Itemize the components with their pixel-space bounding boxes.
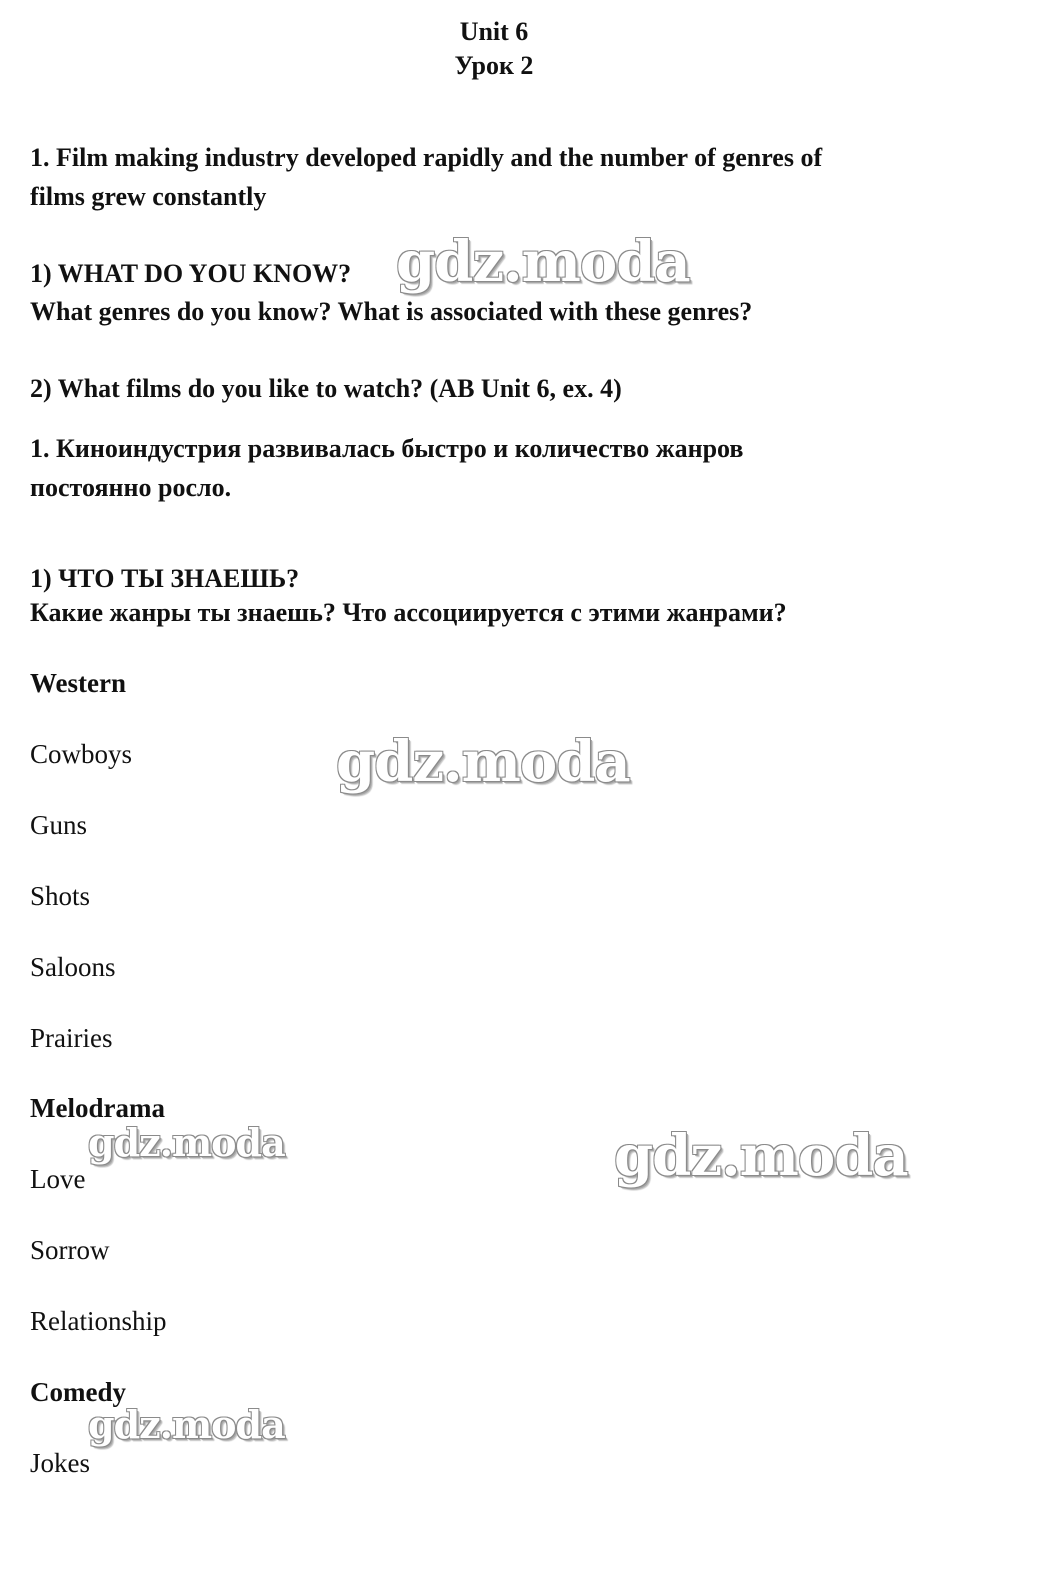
genre-comedy-heading: Comedy: [30, 1377, 126, 1407]
watermark-logo: gdz.moda: [614, 1123, 908, 1189]
lesson-title: Урок 2: [454, 51, 534, 80]
watermark-logo: gdz.moda: [336, 729, 630, 795]
task-title-ru-line2: постоянно росло.: [30, 473, 232, 502]
unit-title: Unit 6: [459, 17, 529, 46]
question1-heading-ru: 1) ЧТО ТЫ ЗНАЕШЬ?: [30, 564, 300, 593]
question2-text-en: 2) What films do you like to watch? (AB Unit 6, ex. 4): [30, 374, 622, 403]
question1-text-en: What genres do you know? What is associated with these genres?: [30, 297, 753, 326]
list-item-jokes: Jokes: [30, 1448, 90, 1478]
list-item-prairies: Prairies: [30, 1023, 113, 1053]
list-item-relationship: Relationship: [30, 1306, 167, 1336]
list-item-saloons: Saloons: [30, 952, 116, 982]
list-item-shots: Shots: [30, 881, 91, 911]
watermark-logo: gdz.moda: [88, 1120, 285, 1165]
question1-text-ru: Какие жанры ты знаешь? Что ассоциируется с этими жанрами?: [30, 598, 787, 627]
list-item-sorrow: Sorrow: [30, 1235, 110, 1265]
watermark-logo: gdz.moda: [88, 1402, 285, 1447]
task-title-en-line2: films grew constantly: [30, 182, 267, 211]
task-title-en-line1: 1. Film making industry developed rapidly and the number of genres of: [30, 143, 823, 172]
watermark-logo: gdz.moda: [396, 229, 690, 295]
task-title-ru-line1: 1. Киноиндустрия развивалась быстро и количество жанров: [30, 434, 744, 463]
list-item-guns: Guns: [30, 810, 88, 840]
list-item-love: Love: [30, 1164, 86, 1194]
genre-western-heading: Western: [30, 668, 126, 698]
list-item-cowboys: Cowboys: [30, 739, 133, 769]
genre-melodrama-heading: Melodrama: [30, 1093, 165, 1123]
question1-heading-en: 1) WHAT DO YOU KNOW?: [30, 259, 352, 288]
